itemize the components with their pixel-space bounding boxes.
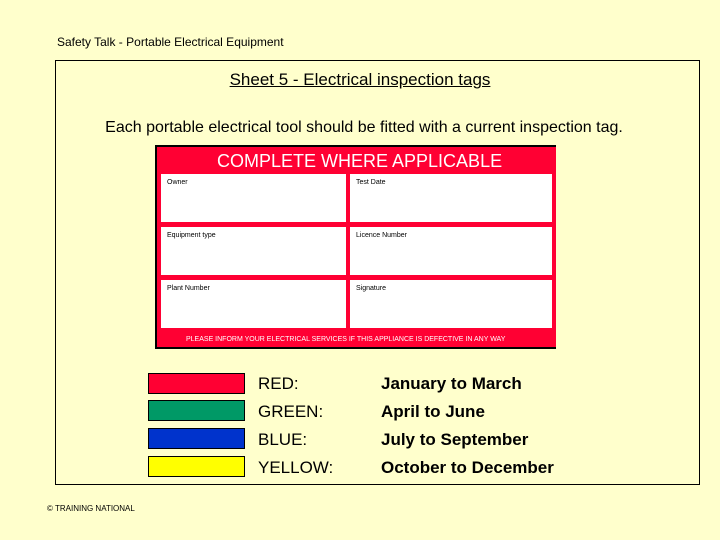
tag-field-equipment-type: Equipment type <box>161 227 346 275</box>
sheet-title: Sheet 5 - Electrical inspection tags <box>229 70 491 89</box>
swatch-green <box>148 400 245 421</box>
inspection-tag <box>155 145 556 349</box>
season-name-green: GREEN: <box>258 402 324 421</box>
season-range-green: April to June <box>381 402 485 421</box>
season-range-red: January to March <box>381 374 522 393</box>
swatch-blue <box>148 428 245 449</box>
tag-heading: COMPLETE WHERE APPLICABLE <box>217 151 503 171</box>
tag-field-licence-number: Licence Number <box>350 227 552 275</box>
season-name-blue: BLUE: <box>258 430 308 449</box>
intro-text: Each portable electrical tool should be fitted with a current inspection tag. <box>105 119 623 136</box>
copyright-notice: © TRAINING NATIONAL <box>47 504 135 513</box>
tag-field-owner: Owner <box>161 174 346 222</box>
swatch-yellow <box>148 456 245 477</box>
season-range-yellow: October to December <box>381 458 554 477</box>
season-range-blue: July to September <box>381 430 529 449</box>
season-name-yellow: YELLOW: <box>258 458 334 477</box>
season-name-red: RED: <box>258 374 299 393</box>
tag-field-plant-number: Plant Number <box>161 280 346 328</box>
tag-footer-notice: PLEASE INFORM YOUR ELECTRICAL SERVICES IF THIS APPLIANCE IS DEFECTIVE IN ANY WAY <box>186 336 506 343</box>
tag-field-signature: Signature <box>350 280 552 328</box>
page-header-title: Safety Talk - Portable Electrical Equipment <box>57 35 284 49</box>
swatch-red <box>148 373 245 394</box>
tag-field-test-date: Test Date <box>350 174 552 222</box>
